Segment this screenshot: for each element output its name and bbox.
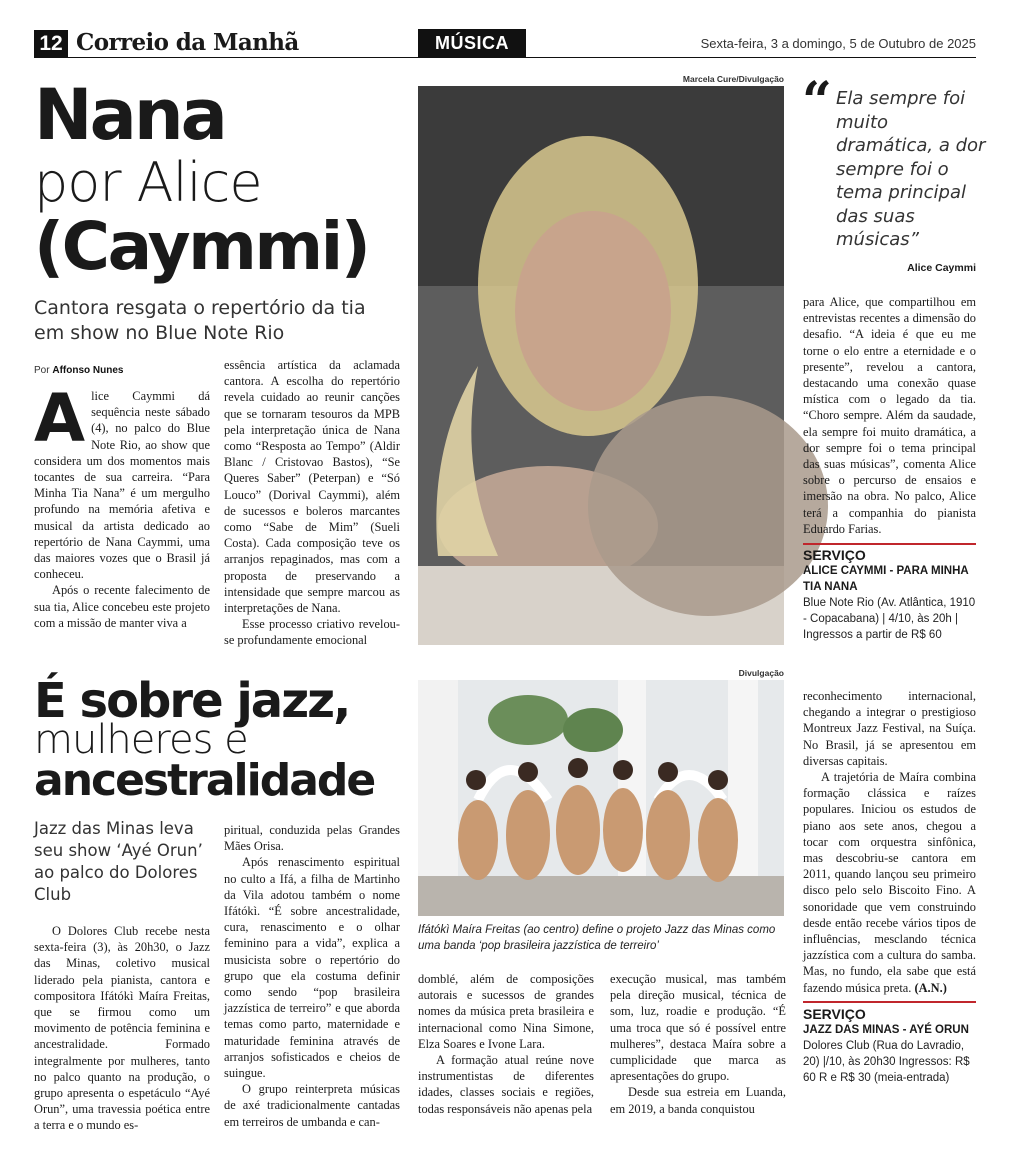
service-title: JAZZ DAS MINAS - AYÉ ORUN bbox=[803, 1024, 969, 1036]
article-1-paragraph bbox=[34, 380, 210, 582]
service-box-2 bbox=[803, 1006, 976, 1086]
byline-author: Affonso Nunes bbox=[52, 365, 124, 376]
photo-2-credit: Divulgação bbox=[738, 668, 784, 678]
article-2-paragraph: domblé, além de composições autorais e sucessos de grandes nomes da música preta brasileira e internacional como Nina Simone, Elza Soares e Ivone Lara. bbox=[418, 972, 594, 1051]
portrait-illustration bbox=[418, 86, 784, 645]
photo-2-caption: Ifátókì Maíra Freitas (ao centro) define o projeto Jazz das Minas como uma banda ‘pop brasileira jazzística de terreiro’ bbox=[418, 924, 776, 952]
article-2-column-4 bbox=[610, 971, 786, 1124]
service-rule bbox=[803, 1001, 976, 1003]
pull-quote: Ela sempre foi muito dramática, a dor sempre foi o tema principal das suas músicas” bbox=[836, 88, 986, 250]
article-2-paragraph: piritual, conduzida pelas Grandes Mães Orisa. bbox=[224, 823, 400, 854]
article-2-column-5 bbox=[803, 688, 976, 995]
article-1-paragraph: para Alice, que compartilhou em entrevistas recentes a dimensão do desafio. “A ideia é que eu me torne o elo entre a eternidade e o presente”, revelou a cantora, destacando uma conexão quase mística com o legado da tia. “Choro sempre. Além da saudade, ela sempre foi muito dramática, a dor sempre foi o tema principal das suas músicas”, comenta Alice sobre o percurso de ensaios e imersão na obra. No palco, Alice terá a companhia do pianista Eduardo Farias. bbox=[803, 295, 976, 536]
subheadline-1: Cantora resgata o repertório da tia em show no Blue Note Rio bbox=[34, 297, 366, 344]
service-heading: SERVIÇO bbox=[803, 547, 866, 563]
paragraph-text: A trajetória de Maíra combina formação clássica e raízes populares. Iniciou os estudos de piano aos sete anos, chegou a tocar com orquestra sinfônica, mas descobriu-se cantora em 2011, quando lançou seu primeiro disco pelo selo Biscoito Fino. A sonoridade que vem construindo desde então recebe vários tipos de influências, mesclando técnica jazzística com a cultura do samba. Mas, no fundo, ela sabe que está fazendo música preta. bbox=[803, 770, 976, 995]
service-rule bbox=[803, 543, 976, 545]
article-2-paragraph: reconhecimento internacional, chegando a integrar o prestigioso Montreux Jazz Festival, na Suíça. No Brasil, já se apresentou em diversas capitais. bbox=[803, 689, 976, 768]
headline-1-line-3: (Caymmi) bbox=[34, 208, 369, 285]
headline-2-line-2: mulheres e bbox=[34, 717, 248, 763]
service-title: ALICE CAYMMI - PARA MINHA TIA NANA bbox=[803, 565, 969, 593]
headline-1-line-1: Nana bbox=[34, 74, 225, 156]
article-2-paragraph: execução musical, mas também pela direção musical, técnica de som, luz, roadie e produção. “É uma troca que só é possível entre mulheres”, destaca Maíra sobre a cumplicidade que marca as apresentações do grupo. bbox=[610, 972, 786, 1084]
band-photo-illustration bbox=[418, 680, 784, 916]
section-tag: MÚSICA bbox=[418, 29, 526, 57]
headline-1-line-2: por Alice bbox=[34, 151, 262, 214]
article-2-paragraph: Após renascimento espiritual no culto a Ifá, a filha de Martinho da Vila adotou também o nome Ifátókì. “É sobre ancestralidade, cura, renascimento e o olhar feminino para a vida”, explica a musicista sobre o repertório do grupo que ela costuma definir como sendo “pop brasileira jazzística de terreiro” e que aborda temas como parto, maternidade e maturidade feminina através de arranjos sofisticados e cheios de suingue. bbox=[224, 855, 400, 1081]
paragraph-text: lice Caymmi dá sequência neste sábado (4), no palco do Blue Note Rio, ao show que considera um dos momentos mais tocantes de sua carreira. “Para Minha Tia Nana” é um mergulho profundo na memória afetiva e musical da artista dedicado ao repertório de Nana Caymmi, uma das maiores vozes que o Brasil já conheceu. bbox=[34, 389, 210, 582]
byline-prefix: Por bbox=[34, 365, 50, 376]
article-1-column-2 bbox=[224, 357, 400, 650]
article-1-column-3 bbox=[803, 294, 976, 534]
article-1-paragraph: Após o recente falecimento de sua tia, Alice concebeu este projeto com a missão de manter viva a bbox=[34, 583, 210, 630]
photo-alice-caymmi bbox=[418, 86, 784, 645]
article-2-paragraph bbox=[803, 769, 976, 996]
newspaper-name: Correio da Manhã bbox=[76, 29, 299, 56]
article-2-column-3 bbox=[418, 971, 594, 1124]
article-2-paragraph: A formação atual reúne nove instrumentistas de diferentes idades, classes sociais e regiões, todas responsáveis não apenas pela bbox=[418, 1053, 594, 1116]
headline-2-line-3: ancestralidade bbox=[34, 755, 375, 806]
article-1-paragraph: essência artística da aclamada cantora. A escolha do repertório revela cuidado ao reunir canções que se tornaram tesouros da MPB pela interpretação única de Nana como “Resposta ao Tempo” (Aldir Blanc / Cristovao Bastos), “Se Queres Saber” (Peterpan) e “Só Louco” (Dorival Caymmi), além de sucessos e boleros marcantes como “Sabe de Mim” (Sueli Costa). Cada composição teve os arranjos repaginados, mas com a proposta de preservando a intensidade que sempre marcou as interpretações de Nana. bbox=[224, 358, 400, 616]
byline bbox=[34, 365, 123, 376]
pull-quote-author: Alice Caymmi bbox=[907, 262, 976, 274]
service-details: Blue Note Rio (Av. Atlântica, 1910 - Copacabana) | 4/10, às 20h | Ingressos a partir de R$ 60 bbox=[803, 597, 976, 641]
photo-jazz-das-minas bbox=[418, 680, 784, 916]
service-heading: SERVIÇO bbox=[803, 1006, 866, 1022]
service-box-1 bbox=[803, 547, 976, 643]
article-2-paragraph: Desde sua estreia em Luanda, em 2019, a banda conquistou bbox=[610, 1085, 786, 1116]
author-signature: (A.N.) bbox=[914, 980, 947, 995]
article-1-column-1 bbox=[34, 380, 210, 650]
headline-2-line-1: É sobre jazz, bbox=[34, 673, 350, 729]
issue-date: Sexta-feira, 3 a domingo, 5 de Outubro de 2025 bbox=[700, 36, 976, 51]
quote-mark: “ bbox=[802, 71, 832, 132]
article-2-paragraph: O grupo reinterpreta músicas de axé tradicionalmente cantadas em terreiros de umbanda e can- bbox=[224, 1082, 400, 1129]
article-2-column-2 bbox=[224, 822, 400, 1129]
article-2-column-1 bbox=[34, 923, 210, 1133]
subheadline-2: Jazz das Minas leva seu show ‘Ayé Orun’ ao palco do Dolores Club bbox=[34, 819, 203, 904]
dropcap: A bbox=[34, 380, 86, 457]
header-rule bbox=[34, 57, 976, 58]
article-1-paragraph: Esse processo criativo revelou-se profundamente emocional bbox=[224, 617, 400, 648]
photo-1-credit: Marcela Cure/Divulgação bbox=[682, 74, 784, 84]
page-number: 12 bbox=[34, 30, 68, 58]
service-details: Dolores Club (Rua do Lavradio, 20) |/10, às 20h30 Ingressos: R$ 60 R e R$ 30 (meia-entrada) bbox=[803, 1040, 970, 1084]
article-2-paragraph: O Dolores Club recebe nesta sexta-feira (3), às 20h30, o Jazz das Minas, coletivo musical liderado pela pianista, cantora e compositora Ifátókì Maíra Freitas, que se firmou como um movimento de potência feminina e ancestralidade. Formado integralmente por mulheres, tanto no palco quanto na produção, o grupo apresenta o espetáculo “Ayé Orun”, uma travessia poética entre a terra e o mundo es- bbox=[34, 924, 210, 1133]
